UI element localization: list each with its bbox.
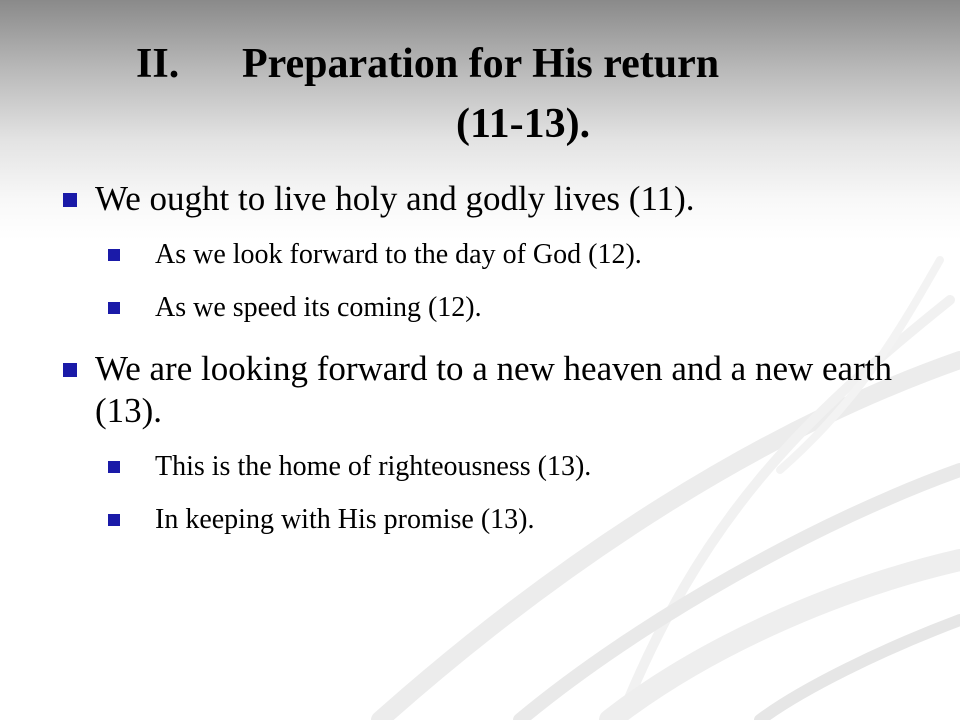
square-bullet-icon bbox=[63, 363, 77, 377]
bullet-list bbox=[60, 178, 920, 538]
bullet-item-2 bbox=[60, 348, 920, 432]
sub-bullet-item-2-1 bbox=[60, 449, 920, 485]
swoosh-6 bbox=[760, 620, 960, 720]
bullet-text: We ought to live holy and godly lives (11). bbox=[95, 179, 695, 218]
title-line-2: (11-13). bbox=[456, 101, 591, 147]
title-text: Preparation for His return bbox=[242, 41, 720, 87]
square-bullet-icon bbox=[108, 514, 120, 526]
title-line-1 bbox=[120, 34, 840, 94]
sub-bullet-text: This is the home of righteousness (13). bbox=[155, 451, 592, 482]
spacer bbox=[60, 220, 920, 237]
spacer bbox=[60, 326, 920, 348]
square-bullet-icon bbox=[63, 193, 77, 207]
title-number: II. bbox=[136, 41, 180, 87]
sub-bullet-item-1-1 bbox=[60, 237, 920, 273]
square-bullet-icon bbox=[108, 302, 120, 314]
sub-bullet-text: In keeping with His promise (13). bbox=[155, 504, 535, 535]
square-bullet-icon bbox=[108, 461, 120, 473]
sub-bullet-text: As we look forward to the day of God (12). bbox=[155, 239, 642, 270]
sub-bullet-text: As we speed its coming (12). bbox=[155, 292, 482, 323]
bullet-text: We are looking forward to a new heaven and a new earth (13). bbox=[95, 349, 892, 430]
slide-title bbox=[120, 34, 840, 154]
spacer bbox=[60, 273, 920, 290]
bullet-item-1 bbox=[60, 178, 920, 220]
sub-bullet-item-1-2 bbox=[60, 290, 920, 326]
square-bullet-icon bbox=[108, 249, 120, 261]
spacer bbox=[60, 432, 920, 449]
sub-bullet-item-2-2 bbox=[60, 502, 920, 538]
spacer bbox=[60, 485, 920, 502]
